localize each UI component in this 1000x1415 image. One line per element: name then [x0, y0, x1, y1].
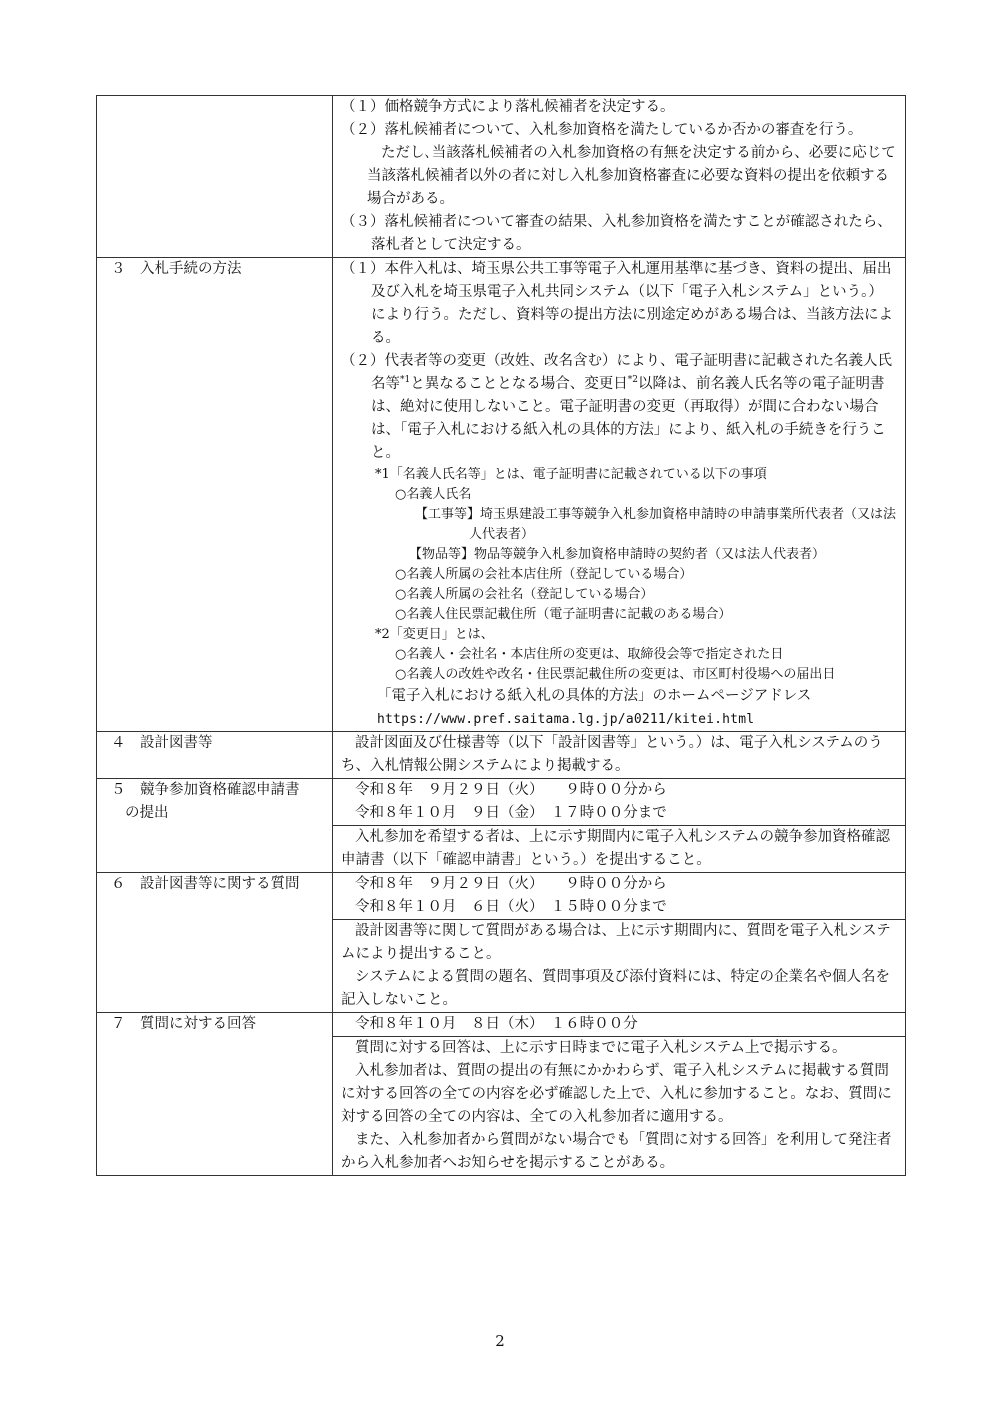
row-label-text: ６ 設計図書等に関する質問 — [111, 876, 300, 892]
link-caption: 「電子入札における紙入札の具体的方法」のホームページアドレス — [377, 688, 812, 704]
footnote-item: ○名義人住民票記載住所（電子証明書に記載のある場合） — [395, 607, 732, 622]
page-number: 2 — [495, 1332, 505, 1350]
item-text: と異なることとなる場合、変更日 — [410, 376, 628, 392]
row-label — [97, 732, 333, 779]
list-item: （１）価格競争方式により落札候補者を決定する。 — [341, 99, 675, 115]
item-text: （２）代表者等の変更（改姓、改名含む）により、電子証明書に記載された名義人氏名等 — [341, 353, 892, 392]
footnote-item: ○名義人氏名 — [395, 487, 472, 502]
table-row — [97, 96, 906, 258]
footnote-mark: *2 — [627, 375, 638, 386]
body-text: 質問に対する回答は、上に示す日時までに電子入札システム上で掲示する。 — [355, 1040, 847, 1056]
body-text: また、入札参加者から質問がない場合でも「質問に対する回答」を利用して発注者から入札参加者へお知らせを掲示することがある。 — [341, 1132, 892, 1171]
footnote-title: *2「変更日」とは、 — [375, 627, 494, 642]
footnote-item: ○名義人の改姓や改名・住民票記載住所の変更は、市区町村役場への届出日 — [395, 667, 836, 682]
notice-table — [96, 95, 906, 1176]
footnote-mark: *1 — [400, 375, 411, 386]
table-row — [97, 258, 906, 732]
answer-datetime: 令和８年１０月 ８日（木） １６時００分 — [355, 1016, 638, 1032]
list-item: （３）落札候補者について審査の結果、入札参加資格を満たすことが確認されたら、落札者として決定する。 — [341, 214, 892, 253]
body-text: 入札参加を希望する者は、上に示す期間内に電子入札システムの競争参加資格確認申請書（以下「確認申請書」という。）を提出すること。 — [333, 825, 905, 872]
item-text: 以降は、前名義人氏名等の電子証明書は、絶対に使用しないこと。電子証明書の変更（再取得）が間に合わない場合は、「電子入札における紙入札の具体的方法」により、紙入札の手続きを行うこと。 — [371, 376, 886, 461]
footnote-item: 【物品等】物品等競争入札参加資格申請時の契約者（又は法人代表者） — [409, 547, 826, 562]
body-block — [333, 1036, 905, 1175]
row-label-text: ３ 入札手続の方法 — [111, 261, 242, 277]
footnote-item: 【工事等】埼玉県建設工事等競争入札参加資格申請時の申請事業所代表者（又は法人代表者） — [415, 507, 897, 542]
period-end: 令和８年１０月 ９日（金） １７時００分まで — [355, 805, 667, 821]
row-content — [333, 1013, 906, 1176]
body-text: 設計図面及び仕様書等（以下「設計図書等」という。）は、電子入札システムのうち、入札情報公開システムにより掲載する。 — [341, 735, 883, 774]
body-block — [333, 919, 905, 1012]
row-content — [333, 96, 906, 258]
row-content — [333, 779, 906, 873]
list-item — [341, 350, 897, 465]
body-text: システムによる質問の題名、質問事項及び添付資料には、特定の企業名や個人名を記入しないこと。 — [341, 969, 891, 1008]
period-end: 令和８年１０月 ６日（火） １５時００分まで — [355, 899, 667, 915]
row-label-text: の提出 — [125, 805, 169, 821]
table-row — [97, 732, 906, 779]
body-text: 設計図書等に関して質問がある場合は、上に示す期間内に、質問を電子入札システムにより提出すること。 — [341, 923, 891, 962]
footnote-block — [341, 465, 897, 685]
row-content — [333, 873, 906, 1013]
footnote-item: ○名義人所属の会社名（登記している場合） — [395, 587, 654, 602]
table-row — [97, 779, 906, 873]
row-label — [97, 873, 333, 1013]
row-label — [97, 96, 333, 258]
row-label — [97, 1013, 333, 1176]
row-label-text: ５ 競争参加資格確認申請書 — [111, 782, 300, 798]
table-row — [97, 1013, 906, 1176]
list-item: （１）本件入札は、埼玉県公共工事等電子入札運用基準に基づき、資料の提出、届出及び入札を埼玉県電子入札共同システム（以下「電子入札システム」という。）により行う。ただし、資料等の提出方法に別途定めがある場合は、当該方法による。 — [341, 261, 893, 346]
list-item: （２）落札候補者について、入札参加資格を満たしているか否かの審査を行う。 — [341, 122, 863, 138]
homepage-url-link[interactable]: https://www.pref.saitama.lg.jp/a0211/kitei.html — [377, 712, 755, 727]
proviso-text: ただし､当該落札候補者の入札参加資格の有無を決定する前から、必要に応じて当該落札候補者以外の者に対し入札参加資格審査に必要な資料の提出を依頼する場合がある。 — [367, 145, 896, 207]
row-label — [97, 258, 333, 732]
footnote-item: ○名義人所属の会社本店住所（登記している場合） — [395, 567, 693, 582]
period-start: 令和８年 ９月２９日（火） ９時００分から — [355, 876, 667, 892]
row-label-text: ７ 質問に対する回答 — [111, 1016, 256, 1032]
row-label — [97, 779, 333, 873]
row-content — [333, 732, 906, 779]
row-content — [333, 258, 906, 732]
table-row — [97, 873, 906, 1013]
row-label-text: ４ 設計図書等 — [111, 735, 213, 751]
body-text: 入札参加者は、質問の提出の有無にかかわらず、電子入札システムに掲載する質問に対する回答の全ての内容を必ず確認した上で、入札に参加すること。なお、質問に対する回答の全ての内容は、全ての入札参加者に適用する。 — [341, 1063, 892, 1125]
footnote-item: ○名義人・会社名・本店住所の変更は、取締役会等で指定された日 — [395, 647, 784, 662]
footnote-title: *1「名義人氏名等」とは、電子証明書に記載されている以下の事項 — [375, 467, 767, 482]
period-start: 令和８年 ９月２９日（火） ９時００分から — [355, 782, 667, 798]
